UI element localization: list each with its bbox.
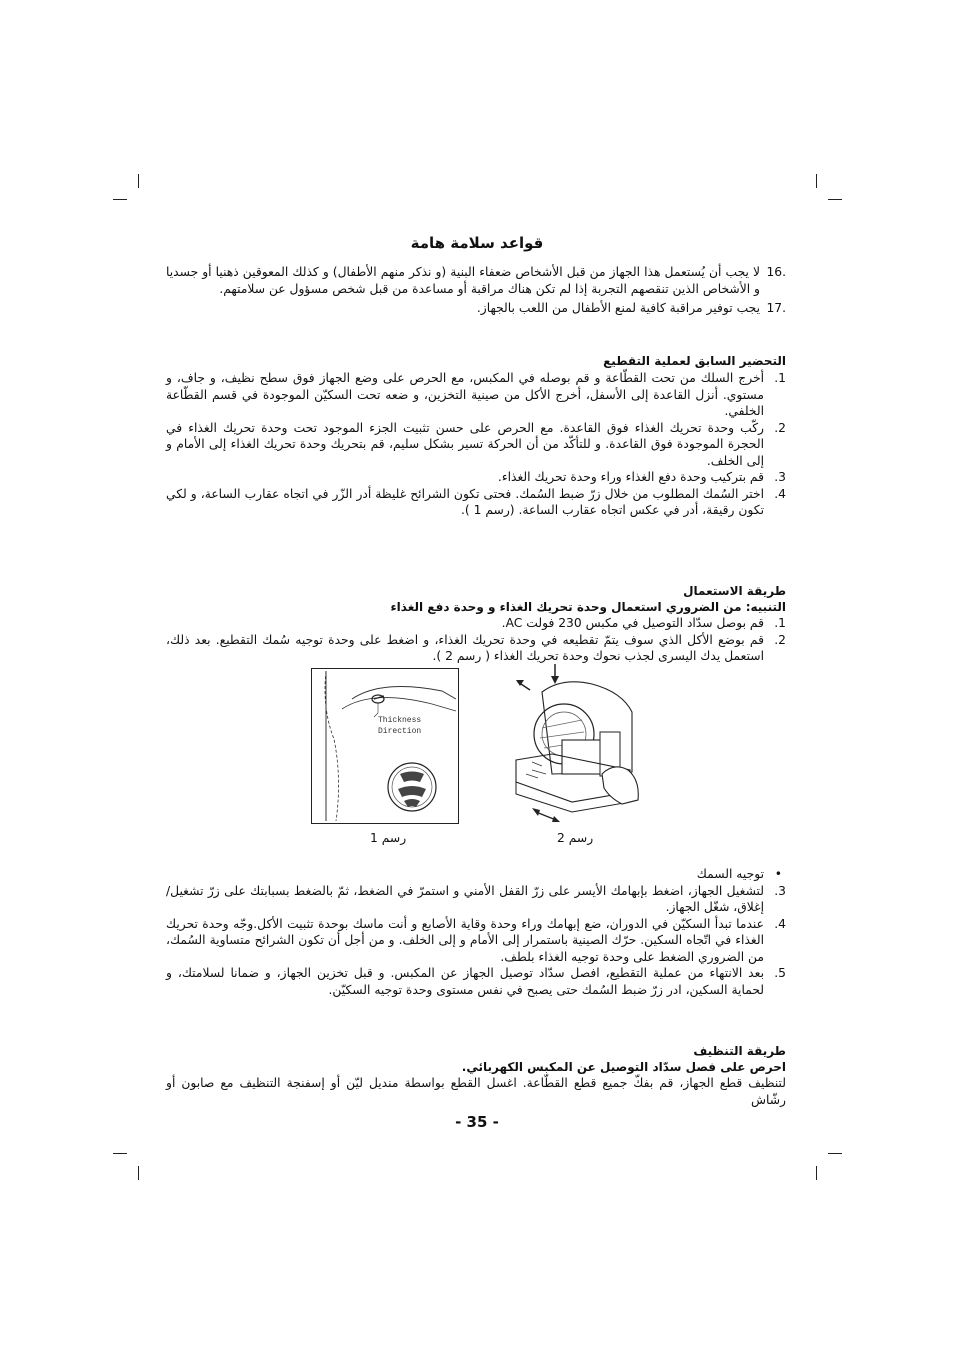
section-heading: التحضير السابق لعملية التقطيع	[603, 354, 786, 368]
item-text: عندما تبدأ السكيّن في الدوران، ضع إبهامك وراء وحدة وقاية الأصابع و أنت ماسك بوحدة تثبيت الأكل.وجّه وحدة تحريك الغذاء في اتّجاه السكين. حرّك الصينية باستمرار إلى الأمام و إلى الخلف. و من أجل أن تكون الشرائح متساوية السُمك، من الضروري الضغط على وحدة توجيه الغذاء بلطف.	[166, 916, 764, 964]
usage-warning: التنبيه: من الضروري استعمال وحدة تحريك الغذاء و وحدة دفع الغذاء	[390, 600, 786, 614]
crop-mark	[828, 1153, 842, 1154]
slicer-illustration	[512, 662, 642, 824]
item-text: لتشغيل الجهاز، اضغط بإبهامك الأيسر على زرّ القفل الأمني و استمرّ في الضغط، ثمّ بالضغط بسبابتك على زرّ تشغيل/إغلاق، شغّل الجهاز.	[166, 883, 764, 914]
item-number: .4	[774, 916, 786, 931]
crop-mark	[138, 1166, 139, 1180]
item-text: يجب توفير مراقبة كافية لمنع الأطفال من اللعب بالجهاز.	[476, 301, 760, 315]
list-item	[166, 632, 786, 665]
crop-mark	[138, 174, 139, 188]
list-item	[166, 883, 786, 916]
page-number: - 35 -	[455, 1113, 499, 1131]
fig1-label-thickness: Thickness	[378, 716, 422, 725]
section-heading: طريقة التنظيف	[693, 1044, 786, 1058]
figure-2	[512, 662, 642, 824]
list-item	[166, 300, 786, 317]
figure-1	[311, 668, 459, 824]
list-item	[166, 469, 786, 486]
bullet-text: توجيه السمك	[696, 867, 764, 881]
usage-section-continued	[166, 866, 786, 998]
cleaning-section	[166, 1044, 786, 1108]
item-text: بعد الانتهاء من عملية التقطيع، افصل سدّاد توصيل الجهاز عن المكبس. و قبل تخزين الجهاز، و ضمانا لسلامتك، و لحماية السكين، ادر زرّ ضبط السُمك حتى يصبح في نفس مستوى وحدة توجيه السكيّن.	[166, 966, 764, 997]
item-number: .3	[774, 883, 786, 898]
crop-mark	[828, 199, 842, 200]
crop-mark	[816, 1166, 817, 1180]
item-text: ركّب وحدة تحريك الغذاء فوق القاعدة. مع الحرص على حسن تثبيت الجزء الموجود تحت وحدة تحريك الغذاء في الحجرة الموجودة فوق القاعدة. و للتأكّد من أن الحركة تسير بشكل سليم، قم بتحريك وحدة تحريك الغذاء إلى الأمام و إلى الخلف.	[166, 420, 764, 468]
list-item	[166, 420, 786, 470]
list-item	[166, 486, 786, 519]
list-item	[166, 264, 786, 297]
list-item	[166, 965, 786, 998]
list-item	[166, 615, 786, 632]
item-number: .2	[774, 632, 786, 647]
item-number: .3	[774, 470, 786, 484]
bullet-dot: •	[774, 867, 782, 881]
safety-rules	[166, 264, 786, 317]
fig1-label-direction: Direction	[378, 727, 422, 736]
item-number: .1	[774, 371, 786, 385]
item-number: .4	[774, 486, 786, 501]
cleaning-text: لتنظيف قطع الجهاز، قم بفكّ جميع قطع القطّاعة. اغسل القطع بواسطة منديل ليّن أو إسفنجة التنظيف مع صابون أو رشّاش	[166, 1076, 786, 1107]
page-title: قواعد سلامة هامة	[410, 234, 544, 252]
list-item	[166, 370, 786, 420]
crop-mark	[113, 199, 127, 200]
item-text: اختر السُمك المطلوب من خلال زرّ ضبط السُمك. فحتى تكون الشرائح غليظة أدر الزّر في اتجاه عقارب الساعة، و لكي تكون رقيقة، أدر في عكس اتجاه عقارب الساعة. (رسم 1 ).	[166, 486, 764, 517]
crop-mark	[113, 1153, 127, 1154]
item-text: قم بتركيب وحدة دفع الغذاء وراء وحدة تحريك الغذاء.	[497, 470, 764, 484]
item-text: قم بوضع الأكل الذي سوف يتمّ تقطيعه في وحدة تحريك الغذاء، و اضغط على وحدة توجيه سُمك التقطيع. بعد ذلك، استعمل يدك اليسرى لجذب نحوك وحدة تحريك الغذاء ( رسم 2 ).	[166, 632, 764, 663]
item-number: .2	[774, 420, 786, 435]
item-text: لا يجب أن يُستعمل هذا الجهاز من قبل الأشخاص ضعفاء البنية (و نذكر منهم الأطفال) و كذلك المعوقين ذهنيا أو جسديا و الأشخاص الذين تنقصهم التجربة إذا لم تكن هناك مراقبة أو مساعدة من قبل شخص مسؤول عن سلامتهم.	[166, 265, 760, 296]
usage-section	[166, 584, 786, 665]
preparation-section	[166, 354, 786, 519]
list-item	[166, 916, 786, 966]
figure-1-caption: رسم 1	[370, 831, 407, 845]
cleaning-warning: احرص على فصل سدّاد التوصيل عن المكبس الكهربائي.	[461, 1060, 786, 1074]
section-heading: طريقة الاستعمال	[683, 584, 786, 598]
crop-mark	[816, 174, 817, 188]
bullet-item	[166, 866, 786, 883]
item-text: قم بوصل سدّاد التوصيل في مكبس 230 فولت AC.	[501, 616, 764, 630]
thickness-knob-illustration	[312, 669, 458, 823]
item-number: 17.	[766, 301, 786, 315]
item-number: .1	[774, 616, 786, 630]
item-number: .5	[774, 966, 786, 980]
figure-2-caption: رسم 2	[557, 831, 594, 845]
item-number: 16.	[766, 265, 786, 279]
item-text: أخرج السلك من تحت القطّاعة و قم بوصله في المكبس، مع الحرص على وضع الجهاز فوق سطح نظيف، و جاف، و مستوي. أنزل القاعدة إلى الأسفل، أخرج الأكل من صينية التخزين، و ضعه تحت السكيّن الموجودة في قسم القطّاعة الخلفي.	[166, 371, 764, 418]
